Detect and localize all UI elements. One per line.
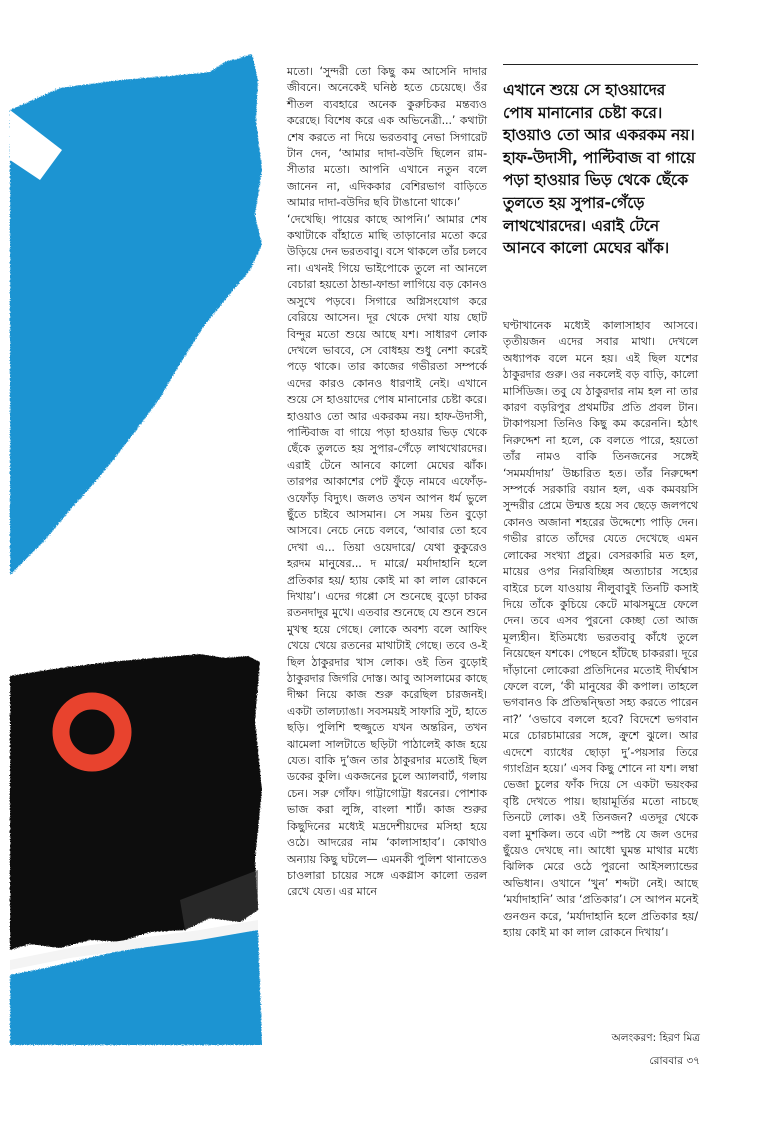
blue-torn-paper-top	[10, 54, 262, 575]
pull-quote: এখানে শুয়ে সে হাওয়াদের পোষ মানানোর চেষ্টা করে। হাওয়াও তো আর একরকম নয়। হাফ-উদাসী, পাল্টিবাজ বা গায়ে পড়া হাওয়ার ভিড় থেকে ছেঁকে তুলতে হয় সুপার-গেঁড়ে লাথখোরদের। এরাই টেনে আনবে কালো মেঘের ঝাঁক।	[503, 64, 698, 260]
article-paragraph: ঘণ্টাখানেক মধ্যেই কালাসাহাব আসবে। তৃতীয়জন এদের সবার মাথা। দেখলে অধ্যাপক বলে মনে হয়। এই ছিল যশের ঠাকুরদার গুরু। ওর নকলেই বড় বাড়ি, কালো মার্সিডিজ। তবু যে ঠাকুরদার নাম হল না তার কারণ বড়রিপুর প্রথমটির প্রতি প্রবল টান। টাকাপয়সা তিনিও কিছু কম করেননি। হঠাৎ নিরুদ্দেশ না হলে, কে বলতে পারে, হয়তো তাঁর নামও বাকি তিনজনের সঙ্গেই ‘সমমর্যাদায়’ উচ্চারিত হত। তাঁর নিরুদ্দেশ সম্পর্কে সরকারি বয়ান হল, এক কমবয়সি সুন্দরীর প্রেমে উন্মত্ত হয়ে সব ছেড়ে জলপথে কোনও অজানা শহরের উদ্দেশ্যে পাড়ি দেন। গভীর রাতে তাঁদের যেতে দেখেছে এমন লোকের সংখ্যা প্রচুর। বেসরকারি মত হল, মায়ের ওপর নিরবিচ্ছিন্ন অত্যাচার সহ্যের বাইরে চলে যাওয়ায় নীলুবাবুই তিনটি কসাই দিয়ে তাঁকে কুচিয়ে কেটে মাঝসমুদ্রে ফেলে দেন। তবে এসব পুরনো কেচ্ছা তো আজ মূল্যহীন। ইতিমধ্যে ভরতবাবু কাঁধে তুলে নিয়েছেন যশকে। পেছনে হাঁটছে চাকররা। দূরে দাঁড়ানো লোকেরা প্রতিদিনের মতোই দীর্ঘশ্বাস ফেলে বলে, ‘কী মানুষের কী কপাল। তাহলে ভগবানও কি প্রতিদ্বন্দ্বিতা সহ্য করতে পারেন না?’ ‘ওভাবে বললে হবে? বিদেশে ভগবান মরে চোরচামারের সঙ্গে, ক্রুশে ঝুলে। আর এদেশে ব্যাধের ছোড়া দু’-পয়সার তিরে গ্যাংগ্রিন হয়ে।’ এসব কিছু শোনে না যশ। লম্বা ভেজা চুলের ফাঁক দিয়ে সে একটা ভয়ংকর বৃষ্টি দেখতে পায়। ছায়ামূর্তির মতো নাচছে তিনটে লোক। ওই তিনজন? এতদূর থেকে বলা মুশকিল। তবে এটা স্পষ্ট যে জল ওদের ছুঁয়েও দেখছে না। আধো ঘুমন্ত মাথার মধ্যে ঝিলিক মেরে ওঠে পুরনো আইসল্যান্ডের অভিধান। ওখানে ‘খুন’ শব্দটা নেই। আছে ‘মর্যাদাহানি’ আর ‘প্রতিকার’। সে আপন মনেই গুনগুন করে, ‘মর্যাদাহানি হলে প্রতিকার হয়/ হ্যায় কোই মা কা লাল রোকনে দিখায়’।	[503, 319, 698, 940]
illustration-credit: অলংকরণ: হিরণ মিত্র	[611, 1032, 700, 1044]
page-folio: রোববার ৩৭	[649, 1055, 700, 1067]
illustration-collage	[0, 0, 262, 1123]
article-column-right	[503, 318, 698, 941]
article-paragraph: ‘দেখেছি। পায়ের কাছে আপনি।’ আমার শেষ কথাটাকে বাঁহাতে মাছি তাড়ানোর মতো করে উড়িয়ে দেন ভরতবাবু। বসে থাকলে তাঁর চলবে না। এখনই গিয়ে ভাইপোকে তুলে না আনলে বেচারা হয়তো ঠান্ডা-ফান্ডা লাগিয়ে বড় কোনও অসুখে পড়বে। সিগারে অগ্নিসংযোগ করে বেরিয়ে আসেন। দূর থেকে দেখা যায় ছোট বিন্দুর মতো শুয়ে আছে যশ। সাধারণ লোক দেখলে ভাববে, সে বোধহয় শুধু নেশা করেই পড়ে থাকে। তার কাজের গভীরতা সম্পর্কে এদের কারও কোনও ধারণাই নেই। এখানে শুয়ে সে হাওয়াদের পোষ মানানোর চেষ্টা করে। হাওয়াও তো আর একরকম নয়। হাফ-উদাসী, পাল্টিবাজ বা গায়ে পড়া হাওয়ার ভিড় থেকে ছেঁকে তুলতে হয় সুপার-গেঁড়ে লাথখোরদের। এরাই টেনে আনবে কালো মেঘের ঝাঁক। তারপর আকাশের পেট ফুঁড়ে নামবে এফোঁড়-ওফোঁড় বিদ্যুৎ। জলও তখন আপন ধর্ম ভুলে ছুঁতে চাইবে আসমান। সে সময় তিন বুড়ো আসবে। নেচে নেচে বলবে, ‘আবার তো হবে দেখা এ... তিয়া ওয়েদারে/ যেথা কুকুরেও হরদম মানুষের... দ মারে/ মর্যাদাহানি হলে প্রতিকার হয়/ হ্যায় কোই মা কা লাল রোকনে দিখায়’। এদের গপ্পো সে শুনেছে বুড়ো চাকর রতনদাদুর মুখে। এতবার শুনেছে যে শুনে শুনে মুখস্থ হয়ে গেছে। লোকে অবশ্য বলে আফিং খেয়ে খেয়ে রতনের মাথাটাই গেছে। তবে ও-ই ছিল ঠাকুরদার খাস লোক। ওই তিন বুড়োই ঠাকুরদার জিগরি দোস্ত। আবু আসলামের কাছে দীক্ষা নিয়ে কাজ শুরু করেছিল চারজনই। একটা তালঢ্যাঙা। সবসময়ই সাফারি সুট, হাতে ছড়ি। পুলিশি হুজ্জুতে যখন অন্তরিন, তখন ঝামেলা সালটাতে ছড়িটা পাঠালেই কাজ হয়ে যেত। বাকি দু’জন তার ঠাকুরদার মতোই ছিল ডকের কুলি। একজনের চুলে অ্যালবার্ট, গলায় চেন। সরু গোঁফ। গাট্টাগোট্টা ধরনের। পোশাক ভাজ করা লুঙ্গি, বাংলা শার্ট। কাজ শুরুর কিছুদিনের মধ্যেই মদ্রদেশীয়দের মসিহা হয়ে ওঠে। আদরের নাম ‘কালাসাহাব’। কোথাও অন্যায় কিছু ঘটলে— এমনকী পুলিশ থানাতেও চাওলারা চায়ের সঙ্গে একগ্লাস কালো তরল রেখে যেত। এর মানে	[287, 212, 487, 899]
article-paragraph: মতো। ‘সুন্দরী তো কিছু কম আসেনি দাদার জীবনে। অনেকেই ঘনিষ্ঠ হতে চেয়েছে। ওঁর শীতল ব্যবহারে অনেক কুরুচিকর মন্তব্যও করেছে। বিশেষ করে এক অভিনেত্রী...’ কথাটা শেষ করতে না দিয়ে ভরতবাবু নেভা সিগারেট টান দেন, ‘আমার দাদা-বউদি ছিলেন রাম-সীতার মতো। আপনি এখানে নতুন বলে জানেন না, এদিককার বেশিরভাগ বাড়িতে আমার দাদা-বউদির ছবি টাঙানো থাকে।’	[287, 65, 487, 210]
article-column-left	[287, 64, 487, 901]
